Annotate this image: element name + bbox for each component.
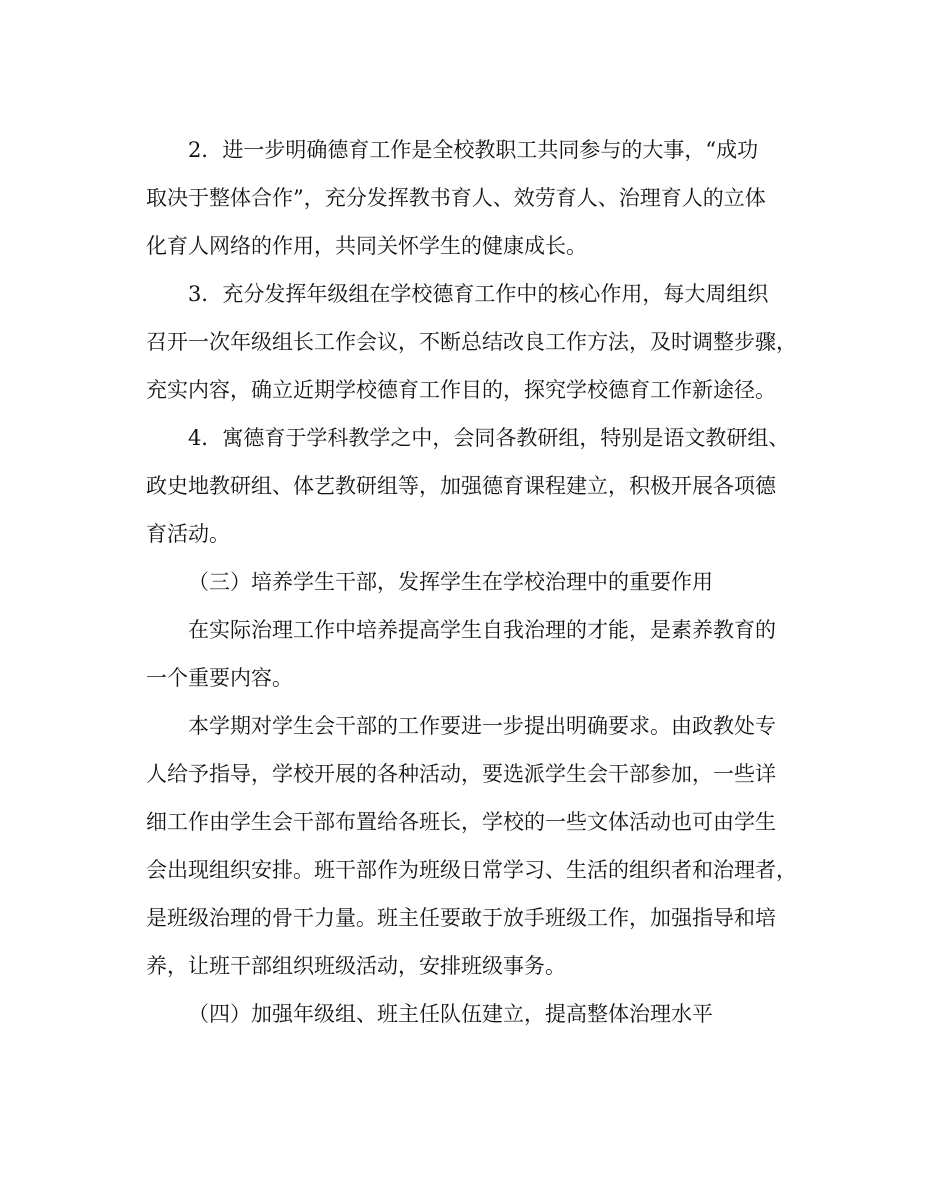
paragraph-6-line-1: 本学期对学生会干部的工作要进一步提出明确要求。由政教处专 xyxy=(188,714,776,738)
paragraph-6-line-4: 会出现组织安排。班干部作为班级日常学习、生活的组织者和治理者， xyxy=(146,858,797,882)
paragraph-5-line-1: 在实际治理工作中培养提高学生自我治理的才能，是素养教育的 xyxy=(188,618,776,642)
paragraph-6-line-3: 细工作由学生会干部布置给各班长，学校的一些文体活动也可由学生 xyxy=(146,810,776,834)
section-heading-3: （三）培养学生干部，发挥学生在学校治理中的重要作用 xyxy=(188,570,713,594)
paragraph-4-line-3: 育活动。 xyxy=(146,522,230,546)
paragraph-2-line-1: 2．进一步明确德育工作是全校教职工共同参与的大事，“成功 xyxy=(188,138,759,162)
paragraph-5-line-2: 一个重要内容。 xyxy=(146,666,293,690)
paragraph-4-line-1: 4．寓德育于学科教学之中，会同各教研组，特别是语文教研组、 xyxy=(188,426,790,450)
paragraph-6-line-6: 养，让班干部组织班级活动，安排班级事务。 xyxy=(146,954,566,978)
paragraph-6-line-2: 人给予指导，学校开展的各种活动，要选派学生会干部参加，一些详 xyxy=(146,762,776,786)
paragraph-2-line-3: 化育人网络的作用，共同关怀学生的健康成长。 xyxy=(146,234,587,258)
paragraph-2-line-2: 取决于整体合作”，充分发挥教书育人、效劳育人、治理育人的立体 xyxy=(146,186,766,210)
document-body xyxy=(146,126,806,1038)
paragraph-3-line-1: 3．充分发挥年级组在学校德育工作中的核心作用，每大周组织 xyxy=(188,282,769,306)
paragraph-3-line-2: 召开一次年级组长工作会议，不断总结改良工作方法，及时调整步骤， xyxy=(146,330,797,354)
paragraph-6-line-5: 是班级治理的骨干力量。班主任要敢于放手班级工作，加强指导和培 xyxy=(146,906,776,930)
paragraph-4-line-2: 政史地教研组、体艺教研组等，加强德育课程建立，积极开展各项德 xyxy=(146,474,776,498)
paragraph-3-line-3: 充实内容，确立近期学校德育工作目的，探究学校德育工作新途径。 xyxy=(146,378,776,402)
section-heading-4: （四）加强年级组、班主任队伍建立，提高整体治理水平 xyxy=(188,1002,713,1026)
